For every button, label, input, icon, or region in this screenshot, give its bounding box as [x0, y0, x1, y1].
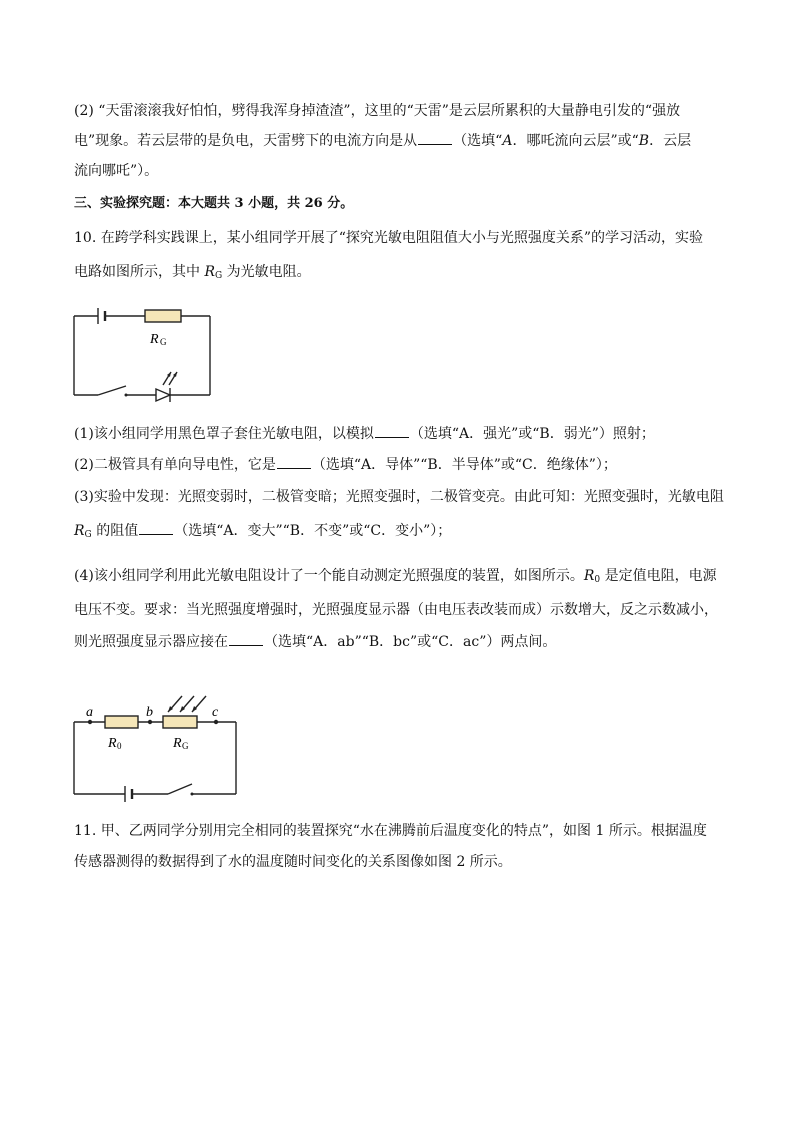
q10-part4-text: 则光照强度显示器应接在 — [74, 634, 228, 650]
q11-stem-line1: 11. 甲、乙两同学分别用完全相同的装置探究“水在沸腾前后温度变化的特点”，如图 1 所示。根据温度 — [74, 823, 707, 839]
q11-stem-line2: 传感器测得的数据得到了水的温度随时间变化的关系图像如图 2 所示。 — [74, 854, 512, 870]
photoresistor-rg — [145, 310, 181, 322]
rg-symbol: R — [74, 523, 85, 539]
rg-label-subscript: G — [160, 337, 167, 347]
rg-label: R — [173, 736, 182, 751]
resistor-r0 — [105, 716, 138, 728]
rg-symbol: R — [204, 264, 215, 280]
q9-part2-text: （选填“ — [453, 133, 503, 149]
q10-part2-text: （选填“A．导体”“B．半导体”或“C．绝缘体”）； — [311, 457, 617, 473]
q10-part4-line3 — [74, 632, 724, 652]
answer-blank[interactable] — [277, 455, 311, 469]
point-b-label: b — [146, 705, 153, 720]
section-heading-text: 小题，共 — [243, 196, 305, 211]
point-c-node — [214, 720, 218, 724]
point-c-label: c — [212, 705, 219, 720]
section-heading-text: 三、实验探究题：本大题共 — [74, 196, 235, 211]
q10-part4-line1 — [74, 566, 724, 590]
q9-part2-text: ．云层 — [649, 133, 692, 149]
q10-part2 — [74, 455, 724, 475]
r0-subscript: 0 — [594, 575, 601, 585]
q10-part4-text: (4)该小组同学利用此光敏电阻设计了一个能自动测定光照强度的装置，如图所示。 — [74, 568, 584, 584]
total-points: 26 — [304, 196, 323, 211]
answer-blank[interactable] — [375, 424, 409, 438]
circuit-diagram-1 — [70, 300, 220, 412]
q10-part3-text: （选填“A．变大”“B．不变”或“C．变小”）； — [174, 523, 452, 539]
q10-part4-line2: 电压不变。要求：当光照强度增强时，光照强度显示器（由电压表改装而成）示数增大，反之示数减小， — [74, 602, 718, 618]
q9-part2-text: 电”现象。若云层带的是负电，天雷劈下的电流方向是从 — [74, 133, 418, 149]
q10-stem-line1: 10. 在跨学科实践课上，某小组同学开展了“探究光敏电阻阻值大小与光照强度关系”的学习活动，实验 — [74, 230, 704, 246]
q10-part4-text: （选填“A．ab”“B．bc”或“C．ac”）两点间。 — [264, 634, 557, 650]
point-a-label: a — [86, 705, 93, 720]
r0-symbol: R — [583, 568, 595, 584]
section-heading-text: 分。 — [322, 196, 354, 211]
photoresistor-rg — [163, 716, 197, 728]
circuit-diagram-2 — [70, 696, 245, 810]
question-count: 3 — [234, 196, 244, 211]
answer-blank[interactable] — [418, 131, 452, 145]
q10-part3-line2 — [74, 521, 724, 545]
section-heading — [74, 194, 724, 214]
q9-part2-line3: 流向哪吒”）。 — [74, 163, 159, 179]
switch-blade — [168, 784, 192, 794]
q10-part2-text: (2)二极管具有单向导电性，它是 — [74, 457, 276, 473]
q9-part2-line2 — [74, 131, 724, 151]
q10-part1-text: (1)该小组同学用黑色罩子套住光敏电阻，以模拟 — [74, 426, 374, 442]
q10-part3-line1: (3)实验中发现：光照变弱时，二极管变暗；光照变强时，二极管变亮。由此可知：光照变强时，光敏电阻 — [74, 489, 724, 505]
point-a-node — [88, 720, 92, 724]
r0-label: R — [108, 736, 117, 751]
q10-part1-text: （选填“A．强光”或“B．弱光”）照射； — [409, 426, 655, 442]
rg-subscript: G — [215, 271, 223, 281]
q10-part1 — [74, 424, 724, 444]
rg-label-subscript: G — [182, 741, 189, 751]
q10-stem-text: 电路如图所示，其中 — [74, 264, 205, 280]
point-b-node — [148, 720, 152, 724]
q9-part2-text: ．哪吒流向云层”或“ — [512, 133, 639, 149]
answer-blank[interactable] — [229, 632, 263, 646]
q10-part4-text: 是定值电阻，电源 — [600, 568, 717, 584]
r0-label-subscript: 0 — [117, 741, 122, 751]
option-letter: B — [638, 133, 650, 149]
option-letter: A — [502, 133, 513, 149]
q10-stem-text: 为光敏电阻。 — [222, 264, 311, 280]
answer-blank[interactable] — [139, 521, 173, 535]
q10-stem-line2 — [74, 262, 724, 286]
switch-blade — [98, 386, 126, 395]
diode-triangle — [156, 389, 170, 401]
q9-part2-line1: (2) “天雷滚滚我好怕怕，劈得我浑身掉渣渣”，这里的“天雷”是云层所累积的大量静电引发的“强放 — [74, 103, 681, 119]
rg-label: R — [150, 332, 159, 347]
q10-part3-text: 的阻值 — [91, 523, 139, 539]
rg-subscript: G — [84, 530, 92, 540]
